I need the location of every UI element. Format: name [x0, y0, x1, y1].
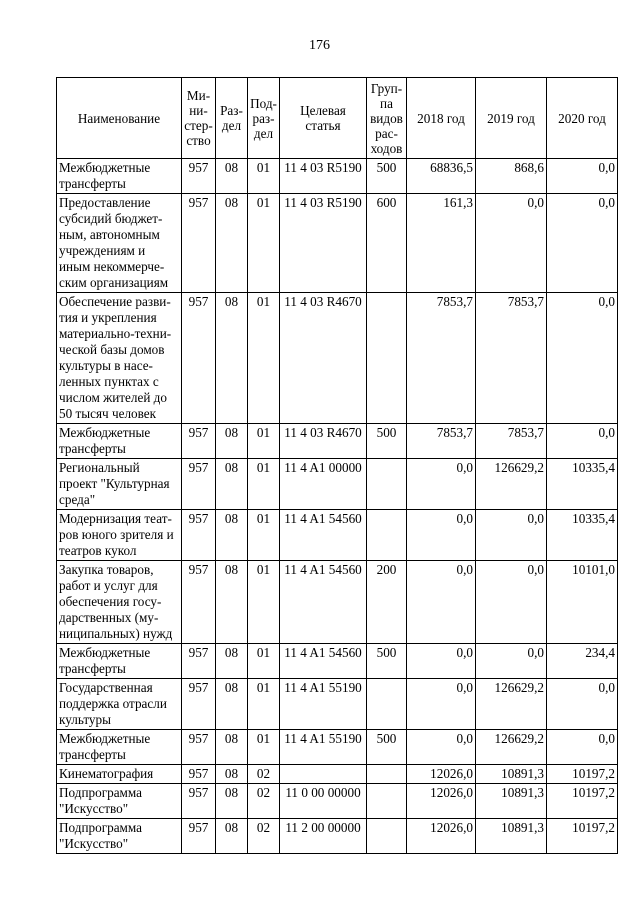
header-section: Раз- дел — [216, 78, 248, 159]
row-amount-2019: 10891,3 — [476, 765, 547, 784]
header-year-2018: 2018 год — [407, 78, 476, 159]
table-row — [57, 644, 618, 679]
row-target-article: 11 0 00 00000 — [280, 784, 367, 819]
table-row — [57, 459, 618, 510]
header-row — [57, 78, 618, 159]
row-name: Кинематография — [57, 765, 182, 784]
row-target-article: 11 4 A1 55190 — [280, 679, 367, 730]
row-section: 08 — [216, 194, 248, 293]
row-ministry: 957 — [182, 194, 216, 293]
table-row — [57, 819, 618, 854]
row-ministry: 957 — [182, 561, 216, 644]
row-section: 08 — [216, 679, 248, 730]
header-name: Наименование — [57, 78, 182, 159]
table-row — [57, 784, 618, 819]
row-amount-2019: 0,0 — [476, 644, 547, 679]
budget-table — [56, 77, 618, 854]
row-expense-group: 200 — [367, 561, 407, 644]
row-expense-group — [367, 510, 407, 561]
table-row — [57, 293, 618, 424]
row-amount-2019: 7853,7 — [476, 293, 547, 424]
row-amount-2020: 10197,2 — [547, 765, 618, 784]
row-name: Межбюджетные трансферты — [57, 644, 182, 679]
row-subsection: 01 — [248, 561, 280, 644]
row-subsection: 01 — [248, 510, 280, 561]
row-amount-2020: 10197,2 — [547, 784, 618, 819]
row-amount-2019: 0,0 — [476, 561, 547, 644]
page-number: 176 — [309, 38, 330, 53]
row-section: 08 — [216, 459, 248, 510]
row-subsection: 02 — [248, 765, 280, 784]
row-name: Предоставление субсидий бюджет- ным, автономным учреждениям и иным некоммерче- ским организациям — [57, 194, 182, 293]
header-subsection: Под- раз- дел — [248, 78, 280, 159]
row-name: Региональный проект "Культурная среда" — [57, 459, 182, 510]
row-target-article: 11 4 03 R4670 — [280, 293, 367, 424]
row-subsection: 01 — [248, 293, 280, 424]
row-section: 08 — [216, 424, 248, 459]
row-amount-2019: 126629,2 — [476, 679, 547, 730]
row-target-article: 11 4 A1 54560 — [280, 644, 367, 679]
row-section: 08 — [216, 159, 248, 194]
row-target-article: 11 4 A1 54560 — [280, 561, 367, 644]
table-row — [57, 510, 618, 561]
row-target-article: 11 2 00 00000 — [280, 819, 367, 854]
row-target-article: 11 4 03 R5190 — [280, 159, 367, 194]
row-amount-2020: 0,0 — [547, 293, 618, 424]
row-amount-2019: 10891,3 — [476, 819, 547, 854]
row-amount-2020: 0,0 — [547, 679, 618, 730]
row-amount-2018: 7853,7 — [407, 424, 476, 459]
row-section: 08 — [216, 784, 248, 819]
row-subsection: 01 — [248, 194, 280, 293]
row-target-article — [280, 765, 367, 784]
row-name: Модернизация теат- ров юного зрителя и театров кукол — [57, 510, 182, 561]
row-target-article: 11 4 A1 00000 — [280, 459, 367, 510]
header-target-article: Целевая статья — [280, 78, 367, 159]
row-expense-group: 600 — [367, 194, 407, 293]
row-name: Межбюджетные трансферты — [57, 424, 182, 459]
row-amount-2019: 126629,2 — [476, 459, 547, 510]
row-amount-2020: 10335,4 — [547, 510, 618, 561]
row-amount-2019: 868,6 — [476, 159, 547, 194]
row-subsection: 01 — [248, 679, 280, 730]
row-name: Обеспечение разви- тия и укрепления материально-техни- ческой базы домов культуры в насе- ленных пунктах с числом жителей до 50 тысяч человек — [57, 293, 182, 424]
row-subsection: 01 — [248, 159, 280, 194]
row-amount-2019: 7853,7 — [476, 424, 547, 459]
row-amount-2019: 0,0 — [476, 510, 547, 561]
row-ministry: 957 — [182, 819, 216, 854]
row-amount-2018: 12026,0 — [407, 765, 476, 784]
row-subsection: 01 — [248, 424, 280, 459]
row-section: 08 — [216, 644, 248, 679]
row-amount-2019: 126629,2 — [476, 730, 547, 765]
row-subsection: 02 — [248, 819, 280, 854]
row-section: 08 — [216, 765, 248, 784]
row-amount-2018: 0,0 — [407, 644, 476, 679]
row-subsection: 01 — [248, 459, 280, 510]
row-amount-2020: 234,4 — [547, 644, 618, 679]
row-amount-2019: 0,0 — [476, 194, 547, 293]
row-amount-2020: 10101,0 — [547, 561, 618, 644]
row-expense-group: 500 — [367, 424, 407, 459]
row-section: 08 — [216, 819, 248, 854]
row-amount-2020: 0,0 — [547, 730, 618, 765]
row-name: Закупка товаров, работ и услуг для обеспечения госу- дарственных (му- ниципальных) нужд — [57, 561, 182, 644]
row-amount-2018: 0,0 — [407, 730, 476, 765]
row-section: 08 — [216, 561, 248, 644]
row-amount-2018: 7853,7 — [407, 293, 476, 424]
row-target-article: 11 4 03 R5190 — [280, 194, 367, 293]
row-expense-group — [367, 293, 407, 424]
row-ministry: 957 — [182, 644, 216, 679]
row-ministry: 957 — [182, 730, 216, 765]
header-year-2020: 2020 год — [547, 78, 618, 159]
header-ministry: Ми- ни- стер- ство — [182, 78, 216, 159]
table-row — [57, 424, 618, 459]
row-ministry: 957 — [182, 424, 216, 459]
row-name: Подпрограмма "Искусство" — [57, 819, 182, 854]
row-expense-group — [367, 819, 407, 854]
row-expense-group — [367, 679, 407, 730]
row-amount-2018: 68836,5 — [407, 159, 476, 194]
table-row — [57, 159, 618, 194]
row-expense-group — [367, 784, 407, 819]
row-name: Подпрограмма "Искусство" — [57, 784, 182, 819]
row-amount-2020: 0,0 — [547, 424, 618, 459]
row-amount-2018: 161,3 — [407, 194, 476, 293]
row-ministry: 957 — [182, 293, 216, 424]
table-row — [57, 730, 618, 765]
row-subsection: 01 — [248, 730, 280, 765]
row-subsection: 01 — [248, 644, 280, 679]
row-name: Межбюджетные трансферты — [57, 730, 182, 765]
row-amount-2018: 12026,0 — [407, 784, 476, 819]
row-name: Государственная поддержка отрасли культуры — [57, 679, 182, 730]
row-subsection: 02 — [248, 784, 280, 819]
row-section: 08 — [216, 730, 248, 765]
row-target-article: 11 4 A1 54560 — [280, 510, 367, 561]
row-amount-2020: 0,0 — [547, 159, 618, 194]
row-amount-2020: 10197,2 — [547, 819, 618, 854]
table-row — [57, 765, 618, 784]
row-target-article: 11 4 03 R4670 — [280, 424, 367, 459]
row-section: 08 — [216, 293, 248, 424]
table-row — [57, 561, 618, 644]
row-ministry: 957 — [182, 679, 216, 730]
row-amount-2018: 0,0 — [407, 561, 476, 644]
row-ministry: 957 — [182, 510, 216, 561]
row-amount-2018: 0,0 — [407, 459, 476, 510]
row-expense-group: 500 — [367, 159, 407, 194]
header-expense-group: Груп- па видов рас- ходов — [367, 78, 407, 159]
row-amount-2018: 12026,0 — [407, 819, 476, 854]
row-expense-group — [367, 765, 407, 784]
row-expense-group — [367, 459, 407, 510]
table-row — [57, 679, 618, 730]
table-row — [57, 194, 618, 293]
row-ministry: 957 — [182, 159, 216, 194]
header-year-2019: 2019 год — [476, 78, 547, 159]
row-amount-2018: 0,0 — [407, 510, 476, 561]
row-target-article: 11 4 A1 55190 — [280, 730, 367, 765]
row-ministry: 957 — [182, 459, 216, 510]
row-expense-group: 500 — [367, 730, 407, 765]
row-amount-2020: 0,0 — [547, 194, 618, 293]
row-ministry: 957 — [182, 765, 216, 784]
row-amount-2019: 10891,3 — [476, 784, 547, 819]
row-section: 08 — [216, 510, 248, 561]
row-amount-2018: 0,0 — [407, 679, 476, 730]
row-expense-group: 500 — [367, 644, 407, 679]
row-amount-2020: 10335,4 — [547, 459, 618, 510]
row-name: Межбюджетные трансферты — [57, 159, 182, 194]
row-ministry: 957 — [182, 784, 216, 819]
